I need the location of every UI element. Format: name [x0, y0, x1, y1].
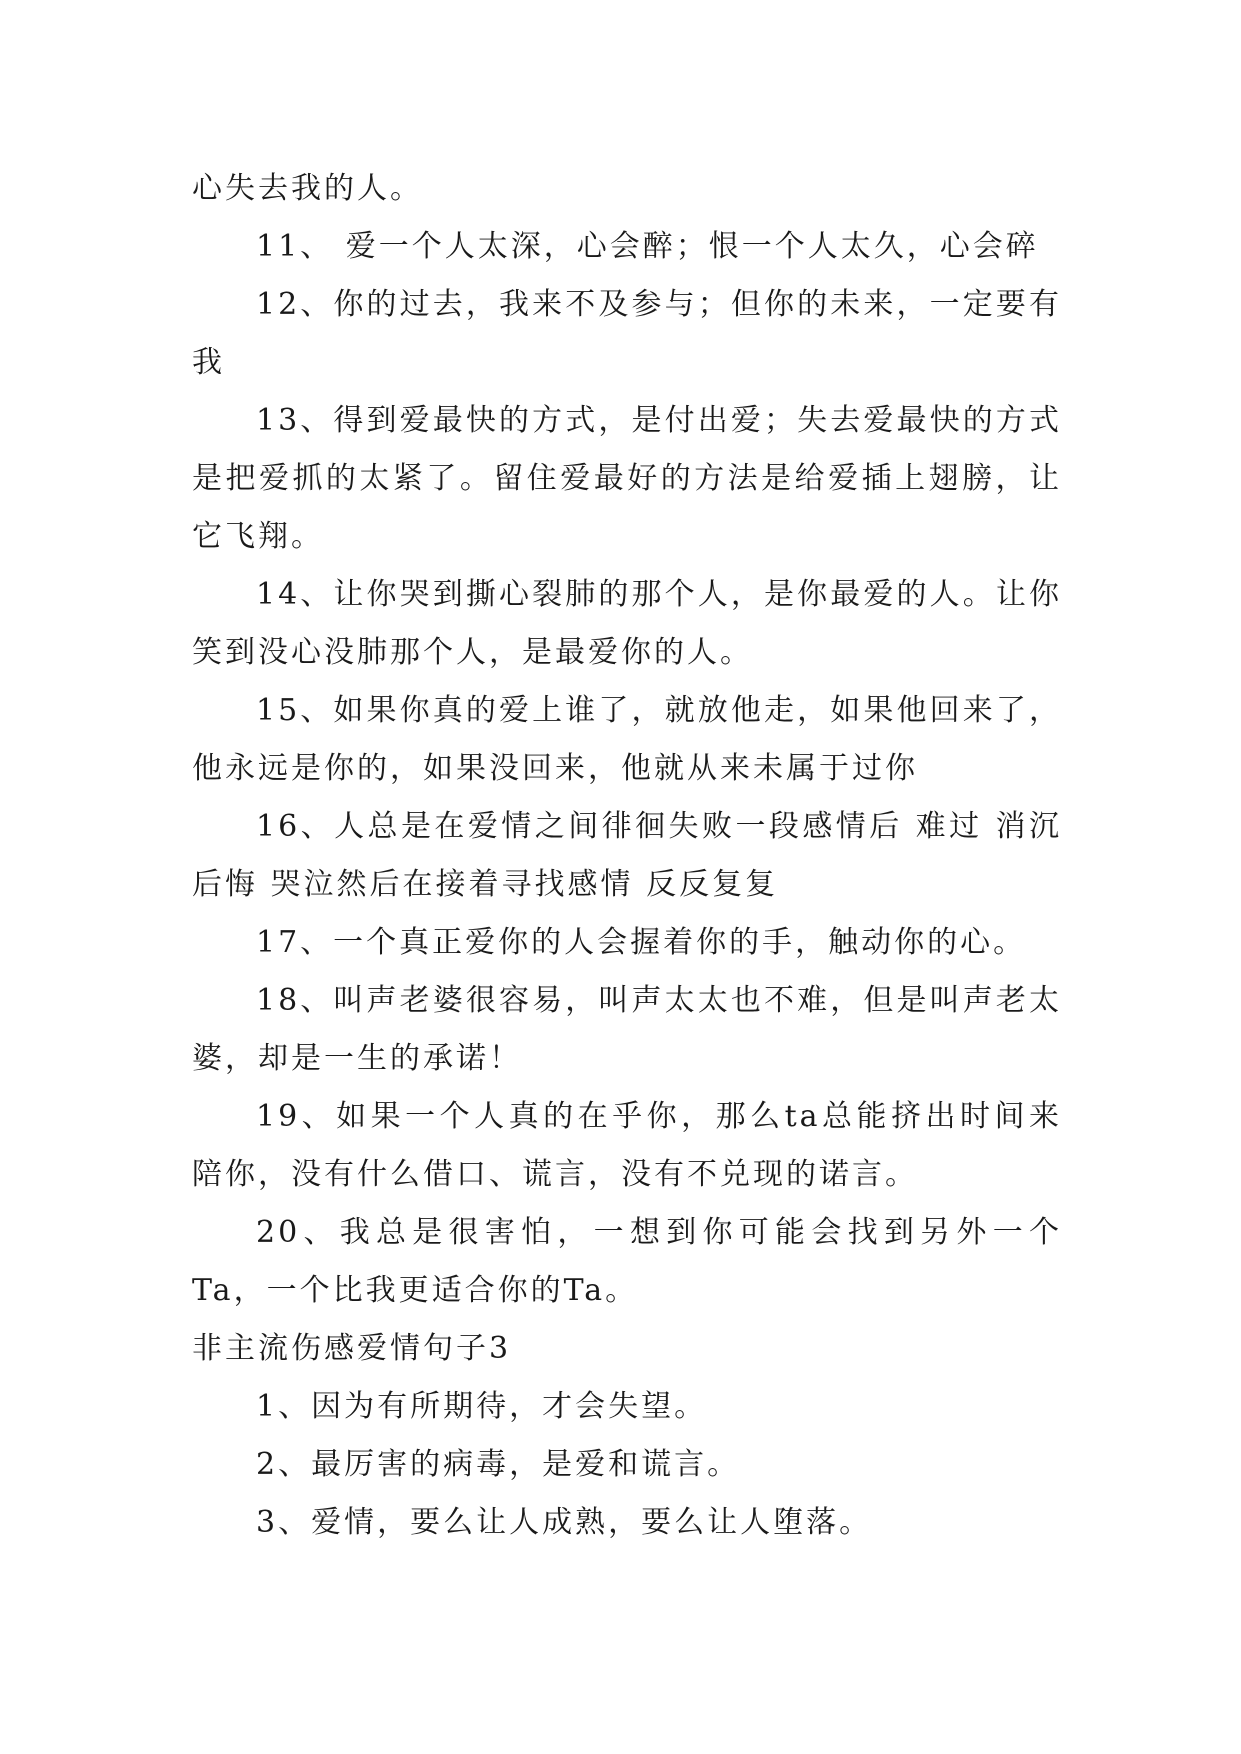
paragraph: 3、爱情，要么让人成熟，要么让人堕落。 [256, 1505, 873, 1540]
paragraph: 13、得到爱最快的方式，是付出爱；失去爱最快的方式是把爱抓的太紧了。留住爱最好的方法是给爱插上翅膀，让它飞翔。 [192, 403, 1062, 554]
paragraph: 心失去我的人。 [192, 171, 423, 206]
paragraph: 1、因为有所期待，才会失望。 [256, 1389, 708, 1424]
paragraph: 15、如果你真的爱上谁了，就放他走，如果他回来了，他永远是你的，如果没回来，他就从来未属于过你 [192, 693, 1062, 786]
paragraph: 2、最厉害的病毒，是爱和谎言。 [256, 1447, 741, 1482]
section-heading: 非主流伤感爱情句子3 [192, 1331, 512, 1366]
paragraph: 16、人总是在爱情之间徘徊失败一段感情后 难过 消沉 后悔 哭泣然后在接着寻找感情 反反复复 [192, 809, 1062, 902]
paragraph: 17、一个真正爱你的人会握着你的手，触动你的心。 [256, 925, 1027, 960]
document-body [192, 160, 1062, 1552]
paragraph: 12、你的过去，我来不及参与；但你的未来，一定要有我 [192, 287, 1062, 380]
paragraph: 19、如果一个人真的在乎你，那么ta总能挤出时间来陪你，没有什么借口、谎言，没有不兑现的诺言。 [192, 1099, 1062, 1192]
paragraph: 11、 爱一个人太深，心会醉；恨一个人太久，心会碎 [256, 229, 1039, 264]
paragraph: 20、我总是很害怕，一想到你可能会找到另外一个Ta，一个比我更适合你的Ta。 [192, 1215, 1062, 1308]
paragraph: 14、让你哭到撕心裂肺的那个人，是你最爱的人。让你笑到没心没肺那个人，是最爱你的人。 [192, 577, 1062, 670]
paragraph: 18、叫声老婆很容易，叫声太太也不难，但是叫声老太婆，却是一生的承诺！ [192, 983, 1062, 1076]
